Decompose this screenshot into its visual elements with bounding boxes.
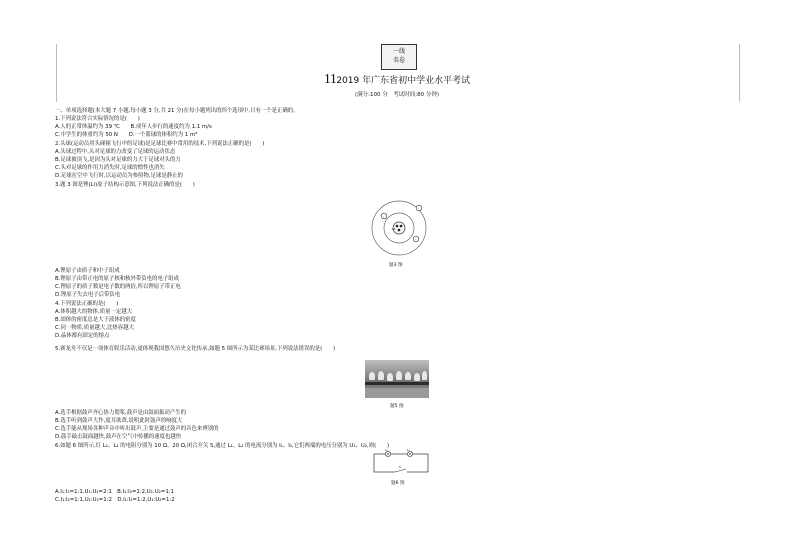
electron-label: -: [383, 214, 385, 218]
stamp-line-1: 一线: [392, 48, 405, 55]
figure-5-dragon-boat-photo: [365, 360, 429, 398]
text-line: 一、单项选择题(本大题 7 小题,每小题 3 分,共 21 分)在每小题列出的四个选项中,只有一个是正确的。: [55, 108, 299, 114]
text-line: A.选手根据鼓声齐心协力划桨,鼓声是由鼓面振动产生的: [55, 410, 187, 416]
text-line: 4.下列说法正确的是( ): [55, 301, 119, 307]
nucleon: [398, 229, 401, 232]
stamp-line-2: 名卷: [392, 57, 405, 64]
text-line: 6.如题 6 图所示,灯 L₁、L₂ 的电阻分别为 10 Ω、20 Ω,闭合开关 S,通过 L₁、L₂ 的电流分别为 I₁、I₂,它们两端的电压分别为 U₁、U₂,则( ): [55, 443, 390, 449]
title-text: 2019 年广东省初中学业水平考试: [336, 76, 471, 86]
text-line: C.锂原子的质子数是电子数的两倍,所以锂原子带正电: [55, 284, 181, 290]
text-line: 3.题 3 图是锂(Li)原子结构示意图,下列说法正确的是( ): [55, 182, 195, 188]
text-line: A.锂原子由质子和中子组成: [55, 268, 120, 274]
text-line: A.头球过程中,头对足球的力改变了足球的运动状态: [55, 149, 176, 155]
text-line: B.选手听到鼓声大作,震耳欲聋,说明此时鼓声的响度大: [55, 418, 183, 424]
text-line: B.足球被顶飞,是因为头对足球的力大于足球对头的力: [55, 157, 181, 163]
text-line: B.锂原子由带正电的原子核和核外带负电的电子组成: [55, 276, 180, 282]
figure-3-atom-diagram: [364, 198, 434, 262]
text-line: C.选手能从现场各种声音中听出鼓声,主要是通过鼓声的音色来辨别的: [55, 426, 219, 432]
page-subtitle: (满分:100 分 考试时间:80 分钟): [355, 92, 439, 98]
figure-5-caption: 题5 图: [390, 404, 404, 409]
text-line: B.固体的密度总是大于液体的密度: [55, 317, 136, 323]
nucleon: [400, 225, 403, 228]
lamp-l2-label: L₂: [407, 448, 410, 452]
nucleus-label: +3: [391, 227, 396, 231]
text-line: D.鼓手敲击鼓面越快,鼓声在空气中传播的速度也越快: [55, 434, 182, 440]
text-line: C.中学生的体重约为 50 N D.一个篮球的体积约为 1 m³: [55, 132, 198, 138]
lamp-l1-label: L₁: [385, 448, 388, 452]
figure-3-caption: 题3 图: [389, 263, 403, 268]
circuit-wire: [374, 454, 428, 472]
text-line: A.体积越大的物体,质量一定越大: [55, 309, 133, 315]
text-line: A.人的正常体温约为 39 ℃ B.成年人步行的速度约为 1.1 m/s: [55, 124, 212, 130]
text-line: C.I₁:I₂=1:1,U₁:U₂=1:2 D.I₁:I₂=1:2,U₁:U₂=1:2: [55, 497, 175, 503]
electron-label: -: [418, 206, 420, 210]
nucleon: [396, 225, 399, 228]
text-line: 2.头球(运动员用头碰撞飞行中的足球)是足球比赛中常用的技术,下列说法正确的是( ): [55, 141, 265, 147]
text-line: C.头对足球的作用力消失时,足球的惯性也消失: [55, 165, 165, 171]
text-line: 1.下列说法符合实际情况的是( ): [55, 116, 140, 122]
title-number: 11: [323, 72, 337, 87]
text-line: 5.赛龙舟不仅是一项体育娱乐活动,更体现我国悠久历史文化传承,如题 5 图所示为某比赛场景,下列说法错误的是( ): [55, 346, 336, 352]
text-line: D.晶体都有固定的熔点: [55, 333, 110, 339]
figure-6-circuit-diagram: [370, 448, 432, 476]
text-line: D.足球在空中飞行时,以运动员为参照物,足球是静止的: [55, 173, 183, 179]
text-line: C.同一物质,质量越大,比热容越大: [55, 325, 134, 331]
text-line: A.I₁:I₂=1:1,U₁:U₂=2:1 B.I₁:I₂=1:2,U₁:U₂=1:1: [55, 489, 174, 495]
text-line: D.锂原子失去电子后带负电: [55, 292, 121, 298]
switch-label: S: [399, 465, 401, 469]
page-title: [0, 72, 794, 88]
electron-label: -: [415, 237, 417, 241]
figure-6-caption: 题6 图: [391, 481, 405, 486]
publisher-stamp: [381, 44, 417, 70]
